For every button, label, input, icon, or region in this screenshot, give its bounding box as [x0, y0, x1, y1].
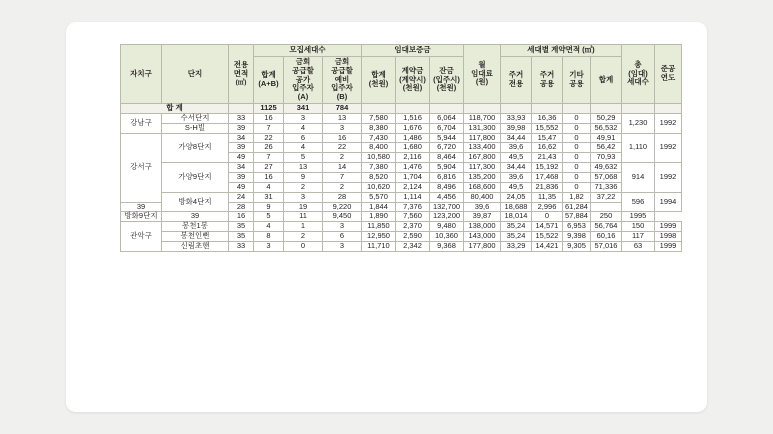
cell-exclusive-area: 39 [121, 202, 162, 212]
cell-exclusive-area: 39 [162, 212, 229, 222]
cell-area-shared: 18,014 [501, 212, 532, 222]
cell-area-sum: 57,884 [563, 212, 591, 222]
table-header [121, 45, 682, 104]
table-row [121, 192, 682, 202]
cell-area-shared: 11,35 [532, 192, 563, 202]
header-total-households: 총 (임대) 세대수 [622, 45, 655, 104]
cell-danji: S-H빌 [162, 123, 229, 133]
cell-sum-ab: 26 [254, 143, 284, 153]
cell-public-rental: 13 [284, 163, 323, 173]
cell-deposit-balance: 5,944 [430, 133, 464, 143]
cell-total-households: 1,110 [622, 133, 655, 163]
cell-monthly-rent: 118,700 [464, 113, 501, 123]
cell-monthly-rent: 167,800 [464, 153, 501, 163]
total-blank [532, 104, 563, 114]
total-blank [591, 104, 622, 114]
cell-area-residential: 33,93 [501, 113, 532, 123]
cell-area-etc: 9,305 [563, 241, 591, 251]
cell-area-residential: 49,5 [501, 182, 532, 192]
cell-exclusive-area: 34 [229, 163, 254, 173]
cell-deposit-total: 7,380 [362, 163, 396, 173]
header-sum-ab: 합계 (A+B) [254, 56, 284, 103]
table-row [121, 232, 682, 242]
cell-sum-ab: 31 [254, 192, 284, 202]
table-body [121, 104, 682, 252]
cell-reserve: 2 [323, 153, 362, 163]
cell-danji: 방화4단지 [162, 192, 229, 212]
total-blank [362, 104, 396, 114]
total-blank [430, 104, 464, 114]
cell-public-rental: 6 [284, 133, 323, 143]
cell-deposit-total: 8,520 [362, 172, 396, 182]
total-blank [501, 104, 532, 114]
cell-area-etc: 0 [563, 133, 591, 143]
cell-completion-year: 1992 [655, 163, 682, 193]
cell-deposit-contract: 1,676 [396, 123, 430, 133]
header-reserve: 금회 공급할 예비 입주자 (B) [323, 56, 362, 103]
cell-area-shared: 15,47 [532, 133, 563, 143]
cell-deposit-total: 12,950 [362, 232, 396, 242]
header-area-sum: 합계 [591, 56, 622, 103]
cell-reserve: 3 [323, 222, 362, 232]
cell-deposit-contract: 2,590 [396, 232, 430, 242]
cell-area-shared: 14,571 [532, 222, 563, 232]
cell-reserve: 14 [323, 163, 362, 173]
cell-public-rental: 5 [254, 212, 284, 222]
cell-monthly-rent: 143,000 [464, 232, 501, 242]
cell-total-households: 914 [622, 163, 655, 193]
cell-deposit-total: 5,570 [362, 192, 396, 202]
cell-area-sum: 49,632 [591, 163, 622, 173]
cell-area-etc: 0 [563, 143, 591, 153]
cell-deposit-contract: 1,890 [362, 212, 396, 222]
cell-deposit-balance: 6,064 [430, 113, 464, 123]
cell-deposit-balance: 9,368 [430, 241, 464, 251]
cell-monthly-rent: 131,300 [464, 123, 501, 133]
cell-reserve: 16 [323, 133, 362, 143]
total-row [121, 104, 682, 114]
table-row [121, 241, 682, 251]
header-monthly-rent: 월 임대료 (원) [464, 45, 501, 104]
cell-area-residential: 39,6 [501, 143, 532, 153]
header-row-1 [121, 45, 682, 57]
cell-deposit-contract: 1,844 [362, 202, 396, 212]
cell-danji: 가양9단지 [162, 163, 229, 193]
header-exclusive-area: 전용 면적 (㎡) [229, 45, 254, 104]
cell-deposit-total: 8,380 [362, 123, 396, 133]
cell-area-residential: 35,24 [501, 232, 532, 242]
total-sum-ab: 1125 [254, 104, 284, 114]
cell-exclusive-area: 39 [229, 123, 254, 133]
cell-total-households: 596 [622, 192, 655, 212]
cell-area-shared: 15,192 [532, 163, 563, 173]
cell-completion-year: 1992 [655, 133, 682, 163]
cell-monthly-rent: 135,200 [464, 172, 501, 182]
table-row [121, 163, 682, 173]
cell-reserve: 11 [284, 212, 323, 222]
cell-sum-ab: 16 [229, 212, 254, 222]
cell-sum-ab: 4 [254, 182, 284, 192]
cell-deposit-balance: 10,360 [430, 232, 464, 242]
cell-danji: 가양8단지 [162, 133, 229, 163]
cell-area-residential: 39,6 [501, 172, 532, 182]
cell-monthly-rent: 138,000 [464, 222, 501, 232]
cell-total-households: 1,230 [622, 113, 655, 133]
cell-public-rental: 0 [284, 241, 323, 251]
cell-public-rental: 4 [284, 123, 323, 133]
cell-danji: 봉천인뻔 [162, 232, 229, 242]
cell-completion-year: 1999 [655, 222, 682, 232]
cell-monthly-rent: 168,600 [464, 182, 501, 192]
cell-public-rental: 9 [284, 172, 323, 182]
total-label: 합 계 [121, 104, 229, 114]
header-completion-year: 준공 연도 [655, 45, 682, 104]
cell-reserve: 6 [323, 232, 362, 242]
cell-area-shared: 17,468 [532, 172, 563, 182]
cell-area-shared: 21,836 [532, 182, 563, 192]
cell-area-residential: 39,6 [464, 202, 501, 212]
cell-area-etc: 0 [563, 172, 591, 182]
cell-deposit-balance: 5,904 [430, 163, 464, 173]
cell-public-rental: 2 [284, 232, 323, 242]
cell-deposit-contract: 2,342 [396, 241, 430, 251]
total-blank [622, 104, 655, 114]
cell-completion-year: 1999 [655, 241, 682, 251]
cell-deposit-total: 10,620 [362, 182, 396, 192]
cell-area-residential: 39,98 [501, 123, 532, 133]
housing-supply-table [120, 44, 682, 252]
cell-deposit-total: 9,450 [323, 212, 362, 222]
cell-exclusive-area: 34 [229, 133, 254, 143]
cell-completion-year: 1994 [655, 192, 682, 212]
cell-deposit-total: 7,580 [362, 113, 396, 123]
cell-area-etc: 0 [532, 212, 563, 222]
cell-danji: 봉천1봉 [162, 222, 229, 232]
cell-sum-ab: 22 [254, 133, 284, 143]
cell-area-shared: 14,421 [532, 241, 563, 251]
cell-deposit-contract: 1,516 [396, 113, 430, 123]
document-card [66, 22, 707, 412]
cell-monthly-rent: 132,700 [430, 202, 464, 212]
cell-reserve: 19 [284, 202, 323, 212]
cell-area-residential: 35,24 [501, 222, 532, 232]
header-group-households: 모집세대수 [254, 45, 362, 57]
cell-reserve: 22 [323, 143, 362, 153]
total-blank [464, 104, 501, 114]
cell-sum-ab: 8 [254, 232, 284, 242]
cell-deposit-total: 10,580 [362, 153, 396, 163]
cell-reserve: 13 [323, 113, 362, 123]
cell-deposit-total: 11,850 [362, 222, 396, 232]
cell-area-residential: 34,44 [501, 133, 532, 143]
total-public: 341 [284, 104, 323, 114]
cell-area-sum: 50,29 [591, 113, 622, 123]
cell-deposit-total: 8,400 [362, 143, 396, 153]
cell-completion-year: 1992 [655, 113, 682, 133]
cell-deposit-contract: 2,124 [396, 182, 430, 192]
cell-total-households: 150 [622, 222, 655, 232]
cell-dong: 강서구 [121, 133, 162, 202]
cell-area-etc: 6,953 [563, 222, 591, 232]
cell-deposit-balance: 6,720 [430, 143, 464, 153]
cell-area-sum: 57,068 [591, 172, 622, 182]
cell-area-sum: 60,16 [591, 232, 622, 242]
cell-deposit-total: 11,710 [362, 241, 396, 251]
cell-area-shared: 18,688 [501, 202, 532, 212]
cell-deposit-contract: 2,370 [396, 222, 430, 232]
cell-monthly-rent: 177,800 [464, 241, 501, 251]
cell-danji: 수서단지 [162, 113, 229, 123]
header-area-etc: 기타 공용 [563, 56, 591, 103]
cell-public-rental: 3 [284, 192, 323, 202]
cell-reserve: 3 [323, 123, 362, 133]
cell-area-etc: 0 [563, 163, 591, 173]
total-blank [396, 104, 430, 114]
cell-deposit-contract: 2,116 [396, 153, 430, 163]
cell-monthly-rent: 80,400 [464, 192, 501, 202]
header-danji: 단지 [162, 45, 229, 104]
cell-public-rental: 2 [284, 182, 323, 192]
cell-area-residential: 33,29 [501, 241, 532, 251]
cell-exclusive-area: 49 [229, 182, 254, 192]
cell-exclusive-area: 33 [229, 241, 254, 251]
cell-sum-ab: 3 [254, 241, 284, 251]
cell-sum-ab: 16 [254, 113, 284, 123]
cell-dong: 관악구 [121, 222, 162, 252]
cell-area-residential: 49,5 [501, 153, 532, 163]
cell-sum-ab: 27 [254, 163, 284, 173]
total-blank [655, 104, 682, 114]
cell-deposit-balance: 7,376 [396, 202, 430, 212]
cell-exclusive-area: 49 [229, 153, 254, 163]
cell-area-sum: 71,336 [591, 182, 622, 192]
cell-area-etc: 0 [563, 182, 591, 192]
cell-deposit-balance: 6,704 [430, 123, 464, 133]
cell-deposit-balance: 9,480 [430, 222, 464, 232]
table-row [121, 113, 682, 123]
cell-exclusive-area: 24 [229, 192, 254, 202]
cell-area-residential: 34,44 [501, 163, 532, 173]
cell-completion-year: 1995 [622, 212, 655, 222]
cell-deposit-contract: 1,680 [396, 143, 430, 153]
cell-area-sum: 61,284 [563, 202, 591, 212]
cell-area-shared: 16,36 [532, 113, 563, 123]
cell-area-etc: 0 [563, 113, 591, 123]
cell-deposit-contract: 1,476 [396, 163, 430, 173]
header-deposit-total: 합계 (천원) [362, 56, 396, 103]
table-wrapper [120, 44, 682, 252]
cell-deposit-total: 9,220 [323, 202, 362, 212]
cell-danji: 방화9단지 [121, 212, 162, 222]
header-area-residential: 주거 전용 [501, 56, 532, 103]
cell-exclusive-area: 39 [229, 172, 254, 182]
cell-total-households: 117 [622, 232, 655, 242]
cell-deposit-balance: 4,456 [430, 192, 464, 202]
cell-sum-ab: 16 [254, 172, 284, 182]
cell-total-households: 250 [591, 212, 622, 222]
cell-monthly-rent: 133,400 [464, 143, 501, 153]
cell-reserve: 3 [323, 241, 362, 251]
cell-monthly-rent: 123,200 [430, 212, 464, 222]
header-deposit-balance: 잔금 (입주시) (천원) [430, 56, 464, 103]
cell-deposit-contract: 1,486 [396, 133, 430, 143]
cell-deposit-contract: 1,114 [396, 192, 430, 202]
cell-exclusive-area: 35 [229, 222, 254, 232]
cell-area-sum: 57,016 [591, 241, 622, 251]
cell-reserve: 7 [323, 172, 362, 182]
cell-completion-year: 1998 [655, 232, 682, 242]
cell-deposit-balance: 6,816 [430, 172, 464, 182]
cell-area-etc: 1,82 [563, 192, 591, 202]
cell-public-rental: 3 [284, 113, 323, 123]
cell-deposit-contract: 1,704 [396, 172, 430, 182]
total-reserve: 784 [323, 104, 362, 114]
cell-reserve: 28 [323, 192, 362, 202]
cell-total-households: 63 [622, 241, 655, 251]
cell-exclusive-area: 39 [229, 143, 254, 153]
cell-reserve: 2 [323, 182, 362, 192]
cell-area-sum: 49,91 [591, 133, 622, 143]
cell-area-sum: 70,93 [591, 153, 622, 163]
cell-deposit-balance: 8,496 [430, 182, 464, 192]
cell-area-etc: 9,398 [563, 232, 591, 242]
header-deposit-contract: 계약금 (계약시) (천원) [396, 56, 430, 103]
cell-area-shared: 15,522 [532, 232, 563, 242]
cell-area-sum: 56,532 [591, 123, 622, 133]
cell-public-rental: 1 [284, 222, 323, 232]
total-area [229, 104, 254, 114]
cell-area-etc: 0 [563, 153, 591, 163]
cell-area-shared: 15,552 [532, 123, 563, 133]
cell-area-shared: 16,62 [532, 143, 563, 153]
cell-public-rental: 4 [284, 143, 323, 153]
cell-exclusive-area: 35 [229, 232, 254, 242]
cell-sum-ab: 7 [254, 123, 284, 133]
cell-area-residential: 24,05 [501, 192, 532, 202]
cell-public-rental: 5 [284, 153, 323, 163]
header-area-shared: 주거 공용 [532, 56, 563, 103]
cell-monthly-rent: 117,800 [464, 133, 501, 143]
cell-deposit-balance: 8,464 [430, 153, 464, 163]
cell-area-shared: 21,43 [532, 153, 563, 163]
header-group-area: 세대별 계약면적 (㎡) [501, 45, 622, 57]
table-row [121, 123, 682, 133]
cell-deposit-total: 7,430 [362, 133, 396, 143]
header-group-deposit: 임대보증금 [362, 45, 464, 57]
cell-danji: 신림초핸 [162, 241, 229, 251]
cell-sum-ab: 4 [254, 222, 284, 232]
header-dong: 자치구 [121, 45, 162, 104]
cell-area-etc: 2,996 [532, 202, 563, 212]
cell-sum-ab: 28 [229, 202, 254, 212]
cell-exclusive-area: 33 [229, 113, 254, 123]
cell-area-etc: 0 [563, 123, 591, 133]
cell-sum-ab: 7 [254, 153, 284, 163]
cell-public-rental: 9 [254, 202, 284, 212]
total-blank [563, 104, 591, 114]
cell-monthly-rent: 117,300 [464, 163, 501, 173]
cell-dong: 강남구 [121, 113, 162, 133]
header-public-rental: 금회 공급할 공가 입주자 (A) [284, 56, 323, 103]
cell-deposit-balance: 7,560 [396, 212, 430, 222]
cell-area-residential: 39,87 [464, 212, 501, 222]
cell-area-sum: 56,764 [591, 222, 622, 232]
cell-area-sum: 37,22 [591, 192, 622, 202]
cell-area-sum: 56,42 [591, 143, 622, 153]
